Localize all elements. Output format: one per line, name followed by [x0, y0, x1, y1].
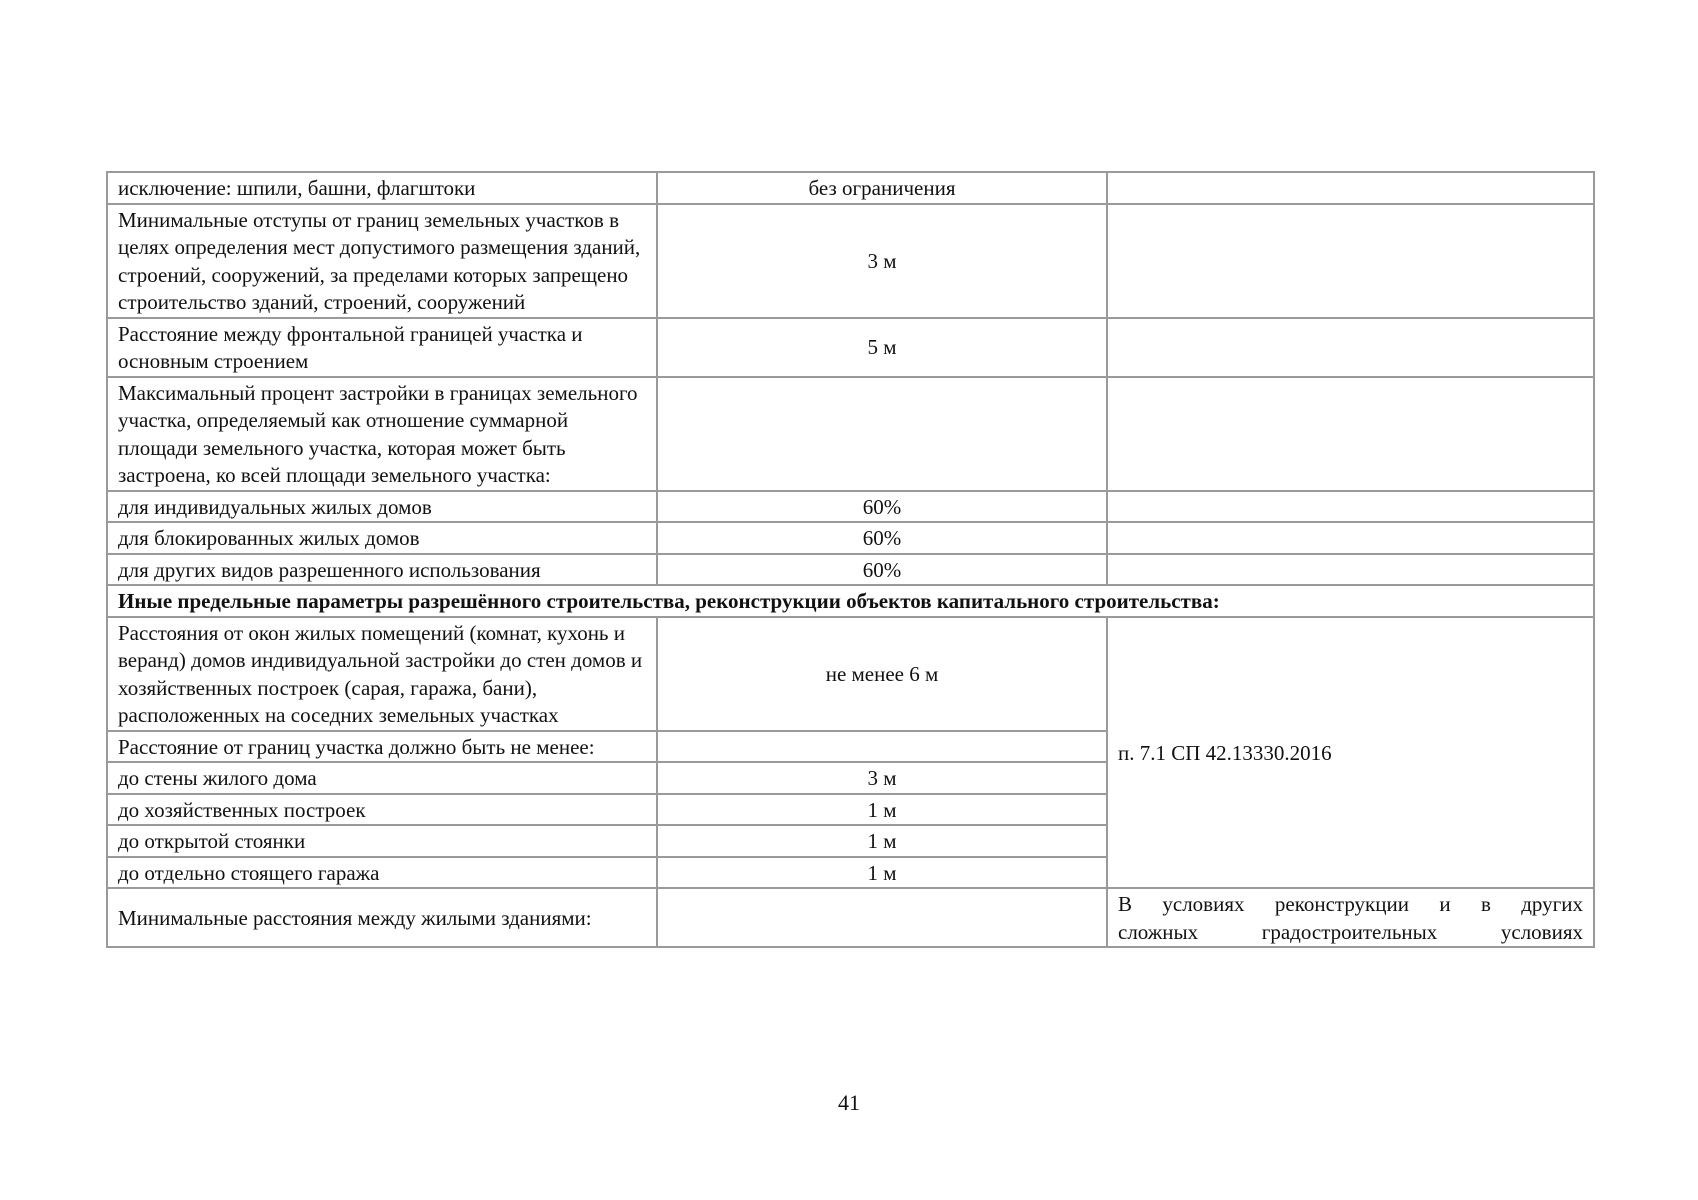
param-label: Максимальный процент застройки в границах земельного участка, определяемый как отношение суммарной площади земельного участка, которая может быть застроена, ко всей площади земельного участка: [107, 377, 657, 491]
param-label: до открытой стоянки [107, 825, 657, 857]
group-reference: п. 7.1 СП 42.13330.2016 [1107, 617, 1594, 889]
reference-line: сложных градостроительных условиях [1118, 919, 1583, 944]
param-value: 1 м [657, 857, 1107, 889]
table-row [107, 491, 1594, 523]
param-label: до отдельно стоящего гаража [107, 857, 657, 889]
table-row [107, 204, 1594, 318]
table-row [107, 318, 1594, 377]
table-row [107, 888, 1594, 947]
param-value: 3 м [657, 762, 1107, 794]
param-value: без ограничения [657, 172, 1107, 204]
param-value: 60% [657, 554, 1107, 586]
param-label: Минимальные отступы от границ земельных участков в целях определения мест допустимого размещения зданий, строений, сооружений, за пределами которых запрещено строительство зданий, строений, сооружений [107, 204, 657, 318]
table-row [107, 617, 1594, 731]
param-reference [1107, 172, 1594, 204]
param-label: Минимальные расстояния между жилыми зданиями: [107, 888, 657, 947]
param-reference [1107, 377, 1594, 491]
section-header: Иные предельные параметры разрешённого строительства, реконструкции объектов капитального строительства: [107, 585, 1594, 617]
table-row [107, 377, 1594, 491]
param-reference [1107, 204, 1594, 318]
param-reference [1107, 888, 1594, 947]
param-reference [1107, 491, 1594, 523]
param-value [657, 888, 1107, 947]
param-value: не менее 6 м [657, 617, 1107, 731]
page-number: 41 [838, 1090, 860, 1115]
reference-line: В условиях реконструкции и в других [1118, 892, 1583, 916]
param-value: 5 м [657, 318, 1107, 377]
section-header-row [107, 585, 1594, 617]
param-label: для индивидуальных жилых домов [107, 491, 657, 523]
table-row [107, 172, 1594, 204]
param-label: Расстояние между фронтальной границей участка и основным строением [107, 318, 657, 377]
param-value: 60% [657, 491, 1107, 523]
param-reference [1107, 318, 1594, 377]
param-label: Расстояние от границ участка должно быть не менее: [107, 731, 657, 763]
param-label: до хозяйственных построек [107, 794, 657, 826]
table-row [107, 522, 1594, 554]
param-label: для других видов разрешенного использования [107, 554, 657, 586]
param-value: 60% [657, 522, 1107, 554]
param-reference [1107, 522, 1594, 554]
param-label: до стены жилого дома [107, 762, 657, 794]
table-row [107, 554, 1594, 586]
regulations-table [106, 171, 1595, 948]
param-label: исключение: шпили, башни, флагштоки [107, 172, 657, 204]
param-reference [1107, 554, 1594, 586]
param-value [657, 731, 1107, 763]
param-label: Расстояния от окон жилых помещений (комнат, кухонь и веранд) домов индивидуальной застройки до стен домов и хозяйственных построек (сарая, гаража, бани), расположенных на соседних земельных участках [107, 617, 657, 731]
param-value: 3 м [657, 204, 1107, 318]
param-value: 1 м [657, 825, 1107, 857]
param-value: 1 м [657, 794, 1107, 826]
param-value [657, 377, 1107, 491]
param-label: для блокированных жилых домов [107, 522, 657, 554]
